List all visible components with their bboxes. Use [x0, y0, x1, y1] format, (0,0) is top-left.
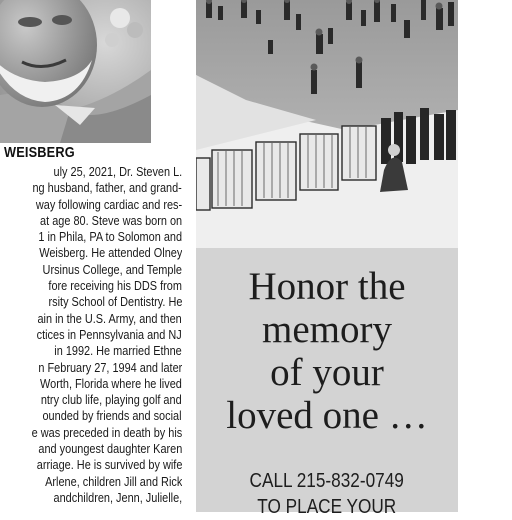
crowd-image: [196, 0, 458, 248]
obituary-line: ng husband, father, and grand-: [32, 180, 182, 196]
obituary-line: in 1992. He married Ethne: [54, 343, 182, 359]
obituary-line: ntry club life, playing golf and: [41, 392, 182, 408]
obituary-line: uly 25, 2021, Dr. Steven L.: [53, 164, 182, 179]
obituary-text: [0, 164, 182, 506]
ad-headline-line: of your: [270, 351, 384, 394]
obituary-line: Weisberg. He attended Olney: [38, 245, 182, 261]
ad-headline-line: memory: [262, 308, 392, 351]
obituary-line: n February 27, 1994 and later: [38, 359, 182, 375]
obituary-line: 1 in Phila, PA to Solomon and: [38, 229, 182, 245]
ad-phone-line: CALL 215-832-0749: [249, 470, 405, 492]
obituary-line: e was preceded in death by his: [31, 424, 182, 440]
obituary-line: at age 80. Steve was born on: [39, 212, 182, 228]
portrait-photo: [0, 0, 151, 143]
ad-cta-line: TO PLACE YOUR: [257, 496, 397, 518]
obituary-line: fore receiving his DDS from: [48, 278, 182, 294]
obituary-line: andchildren, Jenn, Julielle,: [53, 489, 182, 505]
ad-headline-line: loved one …: [226, 394, 428, 437]
obituary-name-heading: WEISBERG: [4, 144, 75, 161]
portrait-image: [0, 0, 151, 143]
obituary-line: way following cardiac and res-: [35, 196, 182, 212]
ad-headline: [196, 265, 458, 437]
obituary-line: and youngest daughter Karen: [38, 441, 182, 457]
obituary-line: ain in the U.S. Army, and then: [37, 310, 182, 326]
ad-headline-line: Honor the: [248, 265, 406, 308]
obituary-line: ounded by friends and social: [42, 408, 182, 424]
obituary-line: arriage. He is survived by wife: [36, 457, 182, 473]
obituary-line: Worth, Florida where he lived: [40, 375, 182, 391]
crowd-photo: [196, 0, 458, 248]
obituary-line: Ursinus College, and Temple: [42, 261, 182, 277]
obituary-column: [0, 0, 182, 512]
ad-call-to-action: [196, 468, 458, 520]
obituary-line: rsity School of Dentistry. He: [48, 294, 182, 310]
obituary-line: Arlene, children Jill and Rick: [44, 473, 182, 489]
obituary-line: ctices in Pennsylvania and NJ: [36, 326, 182, 342]
